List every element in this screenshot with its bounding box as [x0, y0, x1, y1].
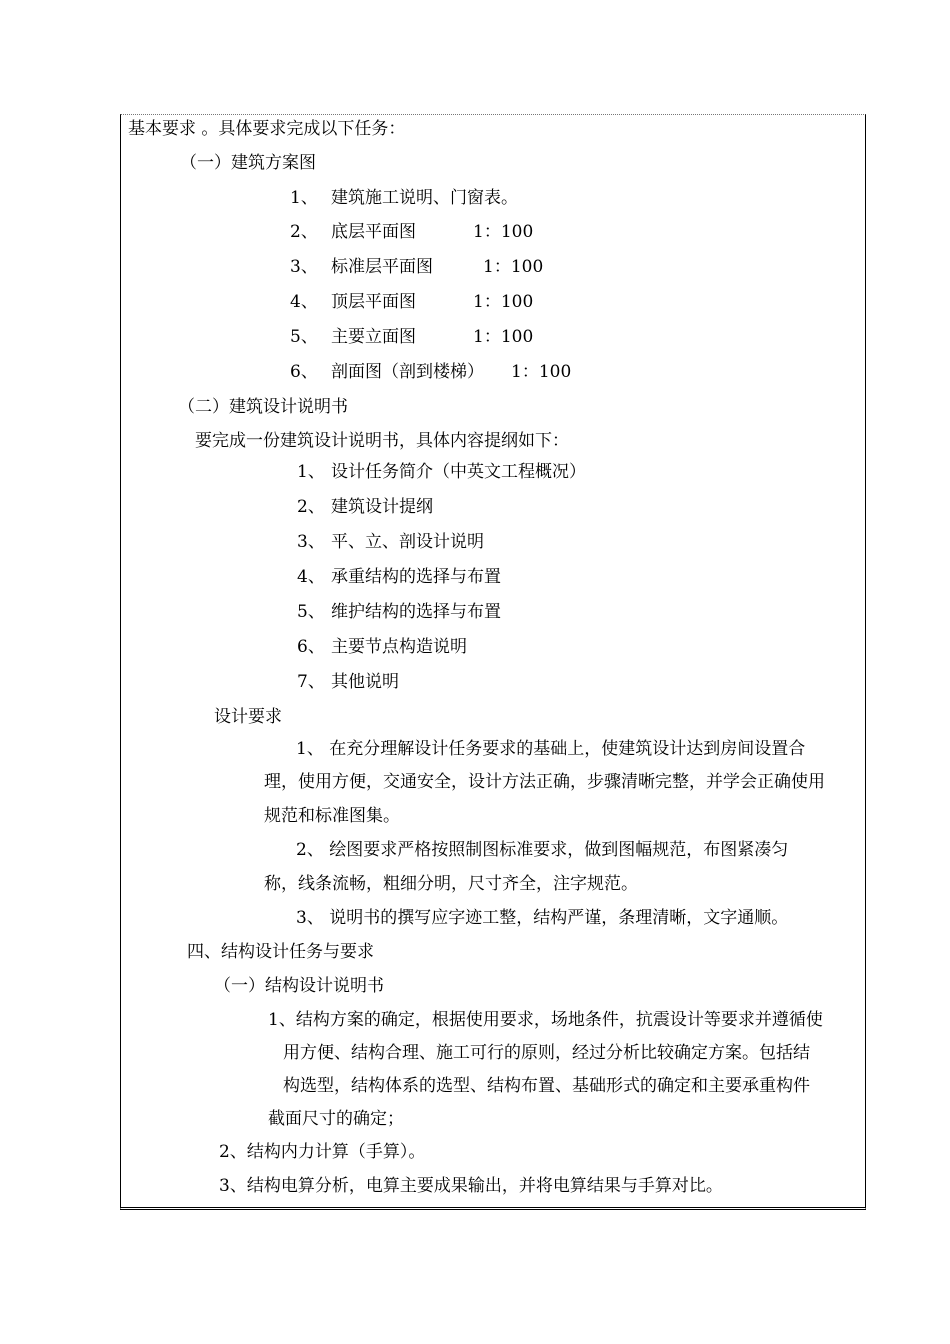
sec2-item-num: 6、	[297, 637, 325, 657]
sec1-item-name: 建筑施工说明、门窗表。	[331, 188, 518, 208]
section-1-title: （一）建筑方案图	[180, 153, 316, 173]
design-req-p3-line: 3、 说明书的撰写应字迹工整，结构严谨，条理清晰，文字通顺。	[296, 908, 789, 928]
sec1-item-scale: 1：100	[473, 292, 534, 312]
sec1-item-scale: 1：100	[483, 257, 544, 277]
section-2-title: （二）建筑设计说明书	[178, 397, 348, 417]
design-req-p2-line: 2、 绘图要求严格按照制图标准要求，做到图幅规范，布图紧凑匀	[296, 840, 789, 860]
sec1-item-scale: 1：100	[473, 327, 534, 347]
sec2-item-text: 设计任务简介（中英文工程概况）	[331, 462, 586, 482]
sec2-item-text: 建筑设计提纲	[331, 497, 433, 517]
sec1-item-scale: 1：100	[511, 362, 572, 382]
sec1-item-num: 5、	[290, 327, 318, 347]
section-2-lead: 要完成一份建筑设计说明书，具体内容提纲如下：	[195, 431, 569, 451]
sec1-item-name: 标准层平面图	[331, 257, 433, 277]
sec1-item-name: 底层平面图	[331, 222, 416, 242]
sec1-item-name: 主要立面图	[331, 327, 416, 347]
section-4-title: 四、结构设计任务与要求	[187, 942, 374, 962]
sec1-item-num: 1、	[290, 188, 318, 208]
sec4-p3-line: 3、结构电算分析，电算主要成果输出，并将电算结果与手算对比。	[219, 1176, 723, 1196]
design-req-p2-line: 称，线条流畅，粗细分明，尺寸齐全，注字规范。	[264, 874, 638, 894]
sec2-item-text: 其他说明	[331, 672, 399, 692]
design-req-p1-line: 1、 在充分理解设计任务要求的基础上，使建筑设计达到房间设置合	[296, 739, 806, 759]
sec4-p1-line: 用方便、结构合理、施工可行的原则，经过分析比较确定方案。包括结	[283, 1043, 810, 1063]
sec1-item-num: 4、	[290, 292, 318, 312]
sec2-item-text: 维护结构的选择与布置	[331, 602, 501, 622]
sec1-item-num: 6、	[290, 362, 318, 382]
section-4-subtitle: （一）结构设计说明书	[214, 976, 384, 996]
sec1-item-num: 3、	[290, 257, 318, 277]
sec1-item-name: 剖面图（剖到楼梯）	[331, 362, 484, 382]
sec2-item-num: 3、	[297, 532, 325, 552]
sec1-item-name: 顶层平面图	[331, 292, 416, 312]
sec1-item-num: 2、	[290, 222, 318, 242]
sec4-p2-line: 2、结构内力计算（手算）。	[219, 1142, 426, 1162]
intro-line: 基本要求 。具体要求完成以下任务：	[128, 119, 406, 139]
sec2-item-num: 1、	[297, 462, 325, 482]
sec2-item-text: 主要节点构造说明	[331, 637, 467, 657]
sec2-item-text: 平、立、剖设计说明	[331, 532, 484, 552]
sec2-item-num: 4、	[297, 567, 325, 587]
sec4-p1-line: 构选型，结构体系的选型、结构布置、基础形式的确定和主要承重构件	[283, 1076, 810, 1096]
sec2-item-num: 2、	[297, 497, 325, 517]
sec4-p1-line: 截面尺寸的确定；	[268, 1109, 404, 1129]
sec2-item-text: 承重结构的选择与布置	[331, 567, 501, 587]
sec4-p1-line: 1、结构方案的确定，根据使用要求，场地条件，抗震设计等要求并遵循使	[268, 1010, 823, 1030]
design-req-p1-line: 规范和标准图集。	[264, 806, 400, 826]
sec2-item-num: 7、	[297, 672, 325, 692]
design-req-p1-line: 理，使用方便，交通安全，设计方法正确，步骤清晰完整，并学会正确使用	[264, 772, 825, 792]
design-req-title: 设计要求	[214, 707, 282, 727]
sec1-item-scale: 1：100	[473, 222, 534, 242]
sec2-item-num: 5、	[297, 602, 325, 622]
